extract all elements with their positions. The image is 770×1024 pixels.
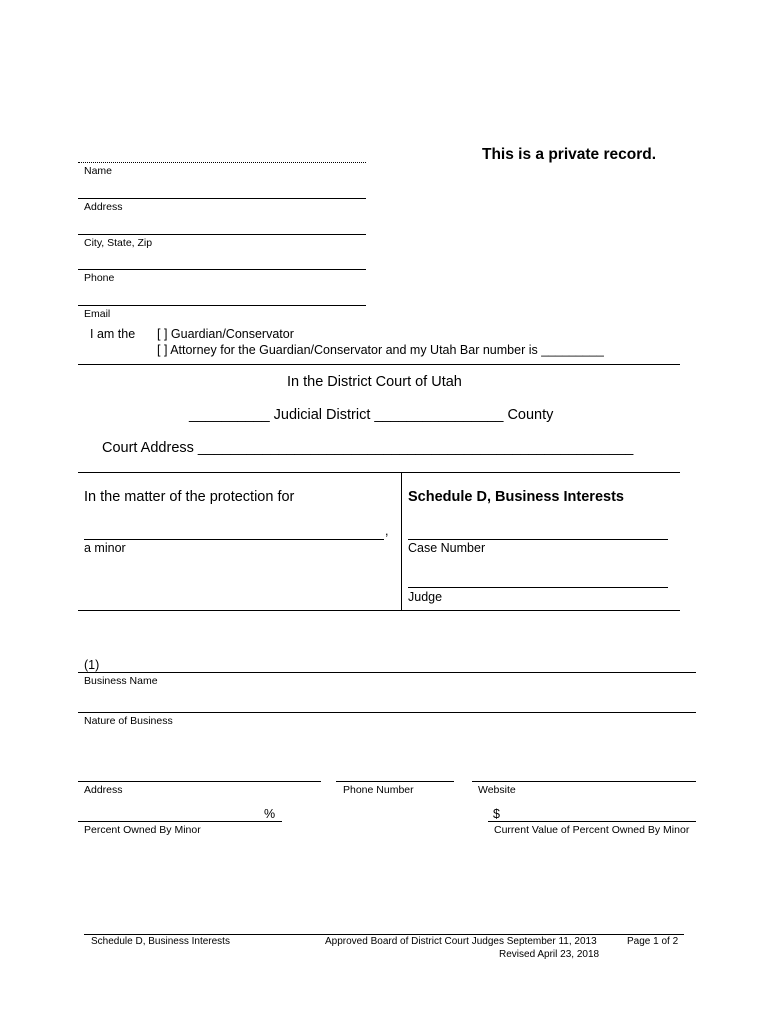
website-label: Website: [478, 784, 516, 796]
footer-rule: [84, 934, 684, 935]
business-name-label: Business Name: [84, 675, 158, 687]
private-record-notice: This is a private record.: [482, 146, 657, 163]
name-label: Name: [84, 165, 113, 177]
matter-label: In the matter of the protection for: [84, 489, 295, 505]
case-number-line[interactable]: [408, 539, 668, 540]
judge-label: Judge: [408, 590, 443, 604]
judge-line[interactable]: [408, 587, 668, 588]
current-value-label: Current Value of Percent Owned By Minor: [494, 824, 690, 836]
website-line[interactable]: [472, 781, 696, 782]
name-line[interactable]: [78, 162, 366, 163]
caption-divider: [401, 472, 402, 611]
nature-of-business-line[interactable]: [78, 712, 696, 713]
footer-page: Page 1 of 2: [627, 936, 679, 947]
business-index: (1): [84, 658, 100, 672]
schedule-title: Schedule D, Business Interests: [408, 489, 624, 505]
percent-owned-line[interactable]: [78, 821, 282, 822]
phone-label: Phone: [84, 272, 115, 284]
nature-of-business-label: Nature of Business: [84, 715, 173, 727]
minor-label: a minor: [84, 541, 126, 555]
phone-number-label: Phone Number: [343, 784, 414, 796]
guardian-option[interactable]: [ ] Guardian/Conservator: [157, 327, 294, 341]
attorney-option[interactable]: [ ] Attorney for the Guardian/Conservator and my Utah Bar number is _________: [157, 343, 604, 357]
court-address-line[interactable]: Court Address ______________________________________________________: [102, 440, 634, 456]
business-address-line[interactable]: [78, 781, 321, 782]
email-line[interactable]: [78, 305, 366, 306]
business-name-line[interactable]: [78, 672, 696, 673]
current-value-line[interactable]: [488, 821, 696, 822]
section-divider: [78, 364, 680, 365]
footer-revised: Revised April 23, 2018: [499, 949, 600, 960]
caption-bottom-border: [78, 610, 680, 611]
footer-form-name: Schedule D, Business Interests: [91, 936, 230, 947]
footer-approved: Approved Board of District Court Judges September 11, 2013: [325, 936, 597, 947]
role-prefix: I am the: [90, 327, 136, 341]
phone-line[interactable]: [78, 269, 366, 270]
caption-top-border: [78, 472, 680, 473]
phone-number-line[interactable]: [336, 781, 454, 782]
minor-comma: ,: [385, 524, 389, 538]
city-state-zip-label: City, State, Zip: [84, 237, 153, 249]
court-title: In the District Court of Utah: [287, 374, 462, 390]
dollar-sign: $: [493, 807, 500, 821]
judicial-district-line[interactable]: __________ Judicial District ________________ County: [189, 407, 554, 423]
city-state-zip-line[interactable]: [78, 234, 366, 235]
percent-sign: %: [264, 807, 276, 821]
percent-owned-label: Percent Owned By Minor: [84, 824, 201, 836]
minor-name-line[interactable]: [84, 539, 384, 540]
email-label: Email: [84, 308, 111, 320]
address-line[interactable]: [78, 198, 366, 199]
address-label: Address: [84, 201, 123, 213]
business-address-label: Address: [84, 784, 123, 796]
case-number-label: Case Number: [408, 541, 486, 555]
